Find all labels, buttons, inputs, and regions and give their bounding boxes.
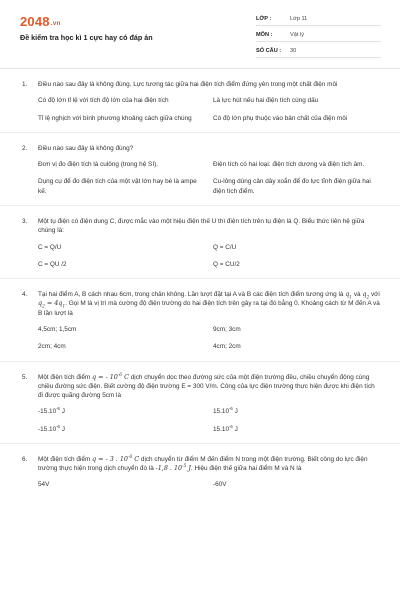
question-text (38, 455, 380, 474)
math-subscript: 1 (62, 304, 66, 310)
answer-option-b[interactable]: -60V (213, 481, 227, 489)
math-symbol: q (345, 290, 350, 299)
question-5 (0, 373, 400, 434)
question-text (38, 373, 380, 401)
option-exponent: -6 (229, 406, 233, 412)
answer-option-b[interactable]: Điện tích có hai loại: điện tích dương và điện tích âm. (213, 161, 365, 169)
math-symbol: q (38, 299, 43, 308)
answer-options (38, 96, 380, 123)
question-6 (0, 455, 400, 490)
logo-main-text: 2048 (20, 14, 50, 29)
question-text: Một tụ điện có điện dung C, được mắc vào một hiệu điện thế U thì điện tích trên tụ điện là Q. Biểu thức liên hệ giữa chúng là: (38, 217, 365, 235)
meta-label: LỚP : (256, 15, 272, 22)
question-number: 4. (22, 291, 28, 299)
text-part: Tại hai điểm A, B cách nhau 6cm, trong chân không. Lần lượt đặt tại A và B các điện tích điểm tương ứng là (38, 291, 344, 299)
math-unit: J (186, 464, 191, 473)
math-subscript: 2 (366, 295, 370, 301)
meta-value: Lớp 11 (290, 15, 308, 22)
option-exponent: -6 (229, 423, 233, 429)
text-part: Một điện tích điểm (38, 373, 91, 381)
question-text: Điều nào sau đây là không đúng? (38, 144, 134, 152)
text-part: dịch chuyển dọc theo đường sức của một điện trường đều, chiều chuyển động cùng chiều đường sức điện. Biết cường độ điện trường E = 300 V/m. Công của lực điện trường thực hiện được khi điện tích đi được quãng đường 5cm là (38, 373, 375, 400)
question-divider (0, 205, 400, 206)
answer-option-a[interactable] (38, 407, 205, 416)
answer-option-a[interactable]: 4,5cm; 1,5cm (38, 325, 77, 333)
math-exponent: -6 (117, 372, 123, 378)
question-divider (0, 132, 400, 133)
page-header (0, 0, 400, 70)
answer-option-c[interactable]: C = QU /2 (38, 260, 67, 268)
logo-suffix-text: .vn (50, 20, 61, 27)
answer-options (38, 407, 380, 434)
math-charge (92, 455, 139, 463)
meta-row-subject (256, 29, 381, 42)
meta-value: 30 (290, 47, 297, 54)
header-divider (0, 68, 400, 69)
text-part: với (370, 291, 380, 299)
question-divider (0, 278, 400, 279)
math-equation (38, 299, 66, 310)
meta-label: SỐ CÂU : (256, 47, 282, 54)
quiz-meta-panel (256, 13, 381, 61)
text-part: và (353, 291, 361, 299)
answer-options (38, 160, 380, 196)
answer-option-a[interactable]: Có độ lớn tỉ lệ với tích độ lớn của hai điện tích (38, 97, 169, 105)
text-part: Một điện tích điểm (38, 455, 91, 463)
math-subscript: 1 (349, 295, 353, 301)
answer-option-d[interactable]: Cu-lông dùng cân dây xoắn để đo lực tĩnh điện giữa hai điện tích điểm. (213, 178, 371, 195)
option-base: 15.10 (213, 425, 229, 433)
answer-options (38, 243, 380, 270)
answer-option-d[interactable] (213, 425, 380, 434)
math-symbol: q = - 3 . 10 (92, 454, 128, 463)
math-work (156, 464, 191, 472)
answer-option-c[interactable] (38, 425, 205, 434)
question-number: 6. (22, 455, 28, 463)
answer-option-c[interactable]: Dụng cụ để đo điện tích của một vật lớn hay bé là ampe kế. (38, 178, 197, 195)
question-2 (0, 144, 400, 196)
option-base: -15.10 (38, 425, 57, 433)
answer-option-d[interactable]: Q = CU/2 (213, 260, 240, 268)
math-unit: C (132, 454, 140, 463)
answer-option-a[interactable]: 54V (38, 481, 50, 489)
option-unit: J (59, 408, 65, 416)
option-unit: J (232, 425, 238, 433)
option-unit: J (59, 425, 65, 433)
meta-row-class (256, 13, 381, 26)
math-exponent: -6 (128, 454, 133, 460)
math-symbol: -1,8 . 10 (155, 464, 183, 473)
math-unit: C (122, 372, 129, 381)
option-unit: J (232, 408, 238, 416)
option-exponent: -6 (56, 406, 60, 412)
text-part: . Gọi M là vị trí mà cường độ điện trường do hai điện tích trên gây ra tại đó bằng 0. Khoảng cách từ M đến A và B lần lượt là (38, 300, 380, 317)
answer-option-c[interactable]: 2cm; 4cm (38, 343, 66, 351)
answer-options (38, 480, 380, 489)
option-exponent: -6 (56, 423, 60, 429)
meta-row-count (256, 45, 381, 58)
math-exponent: -5 (182, 464, 187, 470)
math-charge (92, 373, 129, 381)
question-number: 1. (22, 81, 28, 88)
question-list (0, 80, 400, 490)
text-part: . Hiệu điện thế giữa hai điểm M và N là (190, 465, 302, 473)
question-1 (0, 80, 400, 123)
question-divider (0, 443, 400, 444)
text-part: dịch chuyển từ điểm M đến điểm N trong một điện trường. Biết công do lực điện trường thực hiện trong dịch chuyển đó là (38, 455, 368, 473)
math-symbol: = 4q (44, 299, 63, 308)
answer-options (38, 325, 380, 352)
answer-option-b[interactable]: Là lực hút nếu hai điện tích cùng dấu (213, 97, 319, 105)
answer-option-d[interactable]: 4cm; 2cm (213, 343, 241, 351)
option-base: 15.10 (213, 408, 229, 416)
answer-option-b[interactable]: 9cm; 3cm (213, 325, 241, 333)
answer-option-c[interactable]: Tỉ lệ nghịch với bình phương khoảng cách giữa chúng (38, 114, 192, 122)
answer-option-b[interactable] (213, 407, 380, 416)
question-number: 2. (22, 144, 28, 152)
answer-option-a[interactable]: C = Q/U (38, 243, 62, 251)
question-divider (0, 361, 400, 362)
math-symbol: q = - 10 (92, 372, 118, 381)
math-symbol: q (362, 290, 367, 299)
question-4 (0, 290, 400, 351)
question-text: Điều nào sau đây là không đúng. Lực tương tác giữa hai điện tích điểm đứng yên trong một chất điện môi (38, 81, 338, 88)
question-3 (0, 217, 400, 269)
math-q2 (362, 290, 370, 301)
question-number: 3. (22, 217, 28, 225)
site-logo[interactable] (20, 13, 61, 32)
question-text (38, 290, 380, 318)
document-title: Đề kiểm tra học kì 1 cực hay có đáp án (20, 33, 153, 42)
math-q1 (345, 290, 353, 301)
answer-option-b[interactable]: Q = C/U (213, 243, 237, 251)
option-base: -15.10 (38, 408, 57, 416)
math-subscript: 2 (42, 304, 45, 310)
meta-value: Vật lý (290, 31, 304, 38)
meta-label: MÔN : (256, 31, 273, 38)
question-number: 5. (22, 373, 28, 381)
answer-option-d[interactable]: Có độ lớn phụ thuộc vào bản chất của điện môi (213, 114, 348, 122)
answer-option-a[interactable]: Đơn vị đo điện tích là culông (trong hệ SI). (38, 161, 158, 169)
